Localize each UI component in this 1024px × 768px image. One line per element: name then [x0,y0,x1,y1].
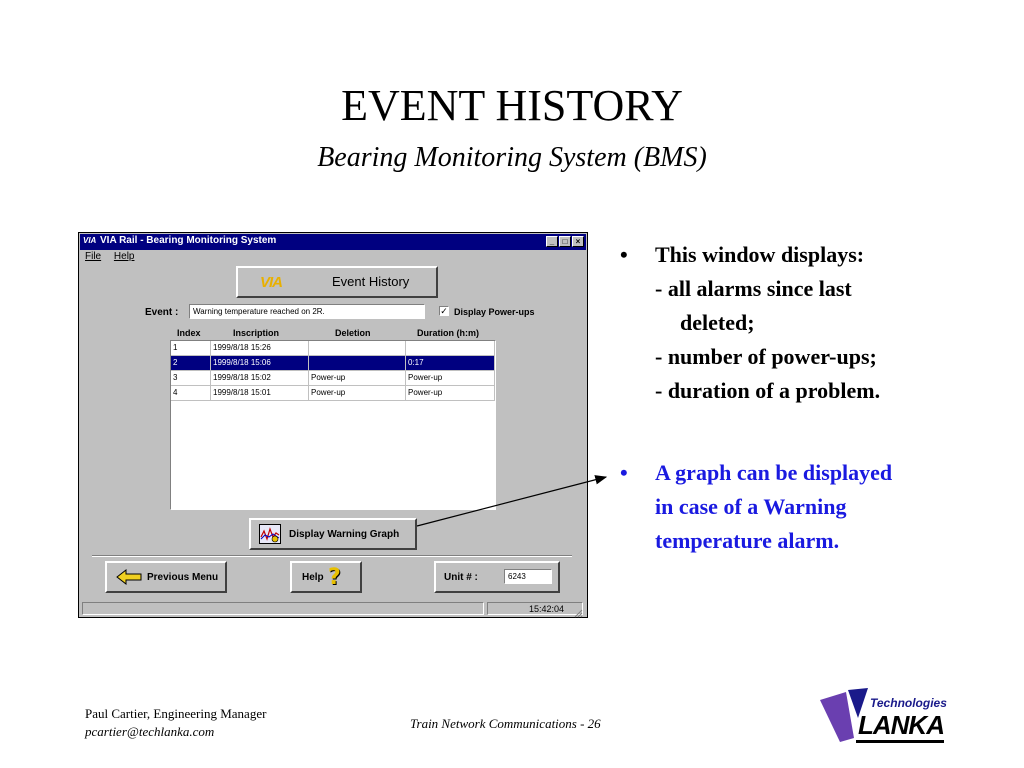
cell-index: 4 [171,386,211,401]
unit-field[interactable]: 6243 [504,569,552,584]
cell-index: 1 [171,341,211,356]
display-powerups-checkbox[interactable]: ✓ [440,306,448,316]
cell-inscription: 1999/8/18 15:26 [211,341,309,356]
previous-menu-label: Previous Menu [147,572,219,583]
cell-deletion: Power-up [309,386,406,401]
footer-email: pcartier@techlanka.com [85,724,215,739]
cell-inscription: 1999/8/18 15:01 [211,386,309,401]
question-icon: ? [328,565,341,590]
titlebar-logo: VIA [83,236,97,245]
bullet-text-1 [655,238,995,408]
status-time: 15:42:04 [487,602,583,615]
bullet-line: This window displays: [655,242,865,267]
bullet-line: in case of a Warning [655,494,847,519]
bullet-line: temperature alarm. [655,528,840,553]
footer-center: Train Network Communications - 26 [410,716,601,731]
column-header-index[interactable]: Index [177,328,201,338]
logo-technologies: Technologies [870,696,947,710]
cell-inscription: 1999/8/18 15:02 [211,371,309,386]
slide-subtitle: Bearing Monitoring System (BMS) [317,142,707,173]
column-header-duration[interactable]: Duration (h:m) [417,328,479,338]
cell-duration: 0:17 [406,356,495,371]
minimize-button[interactable]: _ [546,236,558,247]
bullet-line: - duration of a problem. [655,378,881,403]
bullet-marker: • [620,460,628,485]
bullet-line: A graph can be displayed [655,460,893,485]
cell-inscription: 1999/8/18 15:06 [211,356,309,371]
slide-title: EVENT HISTORY [341,81,683,130]
display-powerups-label: Display Power-ups [454,307,535,317]
event-label: Event : [145,307,179,318]
header-title: Event History [332,274,410,289]
bullet-line: deleted; [669,310,755,335]
cell-index: 2 [171,356,211,371]
cell-duration: Power-up [406,371,495,386]
bullet-line: - all alarms since last [655,276,852,301]
window-title: VIA Rail - Bearing Monitoring System [100,235,277,246]
close-button[interactable]: × [572,236,584,247]
lanka-logo [818,688,948,748]
cell-duration: Power-up [406,386,495,401]
column-header-deletion[interactable]: Deletion [335,328,371,338]
cell-index: 3 [171,371,211,386]
display-warning-graph-label: Display Warning Graph [289,529,400,540]
menu-help[interactable]: Help [113,251,135,262]
via-logo: VIA [260,274,283,291]
maximize-button[interactable]: □ [559,236,571,247]
bullet-marker: • [620,242,628,267]
bullet-line: - number of power-ups; [655,344,877,369]
cell-deletion: Power-up [309,371,406,386]
help-label: Help [302,572,324,583]
column-header-inscription[interactable]: Inscription [233,328,280,338]
event-field[interactable]: Warning temperature reached on 2R. [189,304,425,319]
footer-author: Paul Cartier, Engineering Manager [85,706,267,721]
logo-lanka: LANKA [858,710,944,740]
bullet-text-2 [655,456,975,558]
menu-file[interactable]: File [85,251,102,262]
unit-label: Unit # : [444,572,478,583]
